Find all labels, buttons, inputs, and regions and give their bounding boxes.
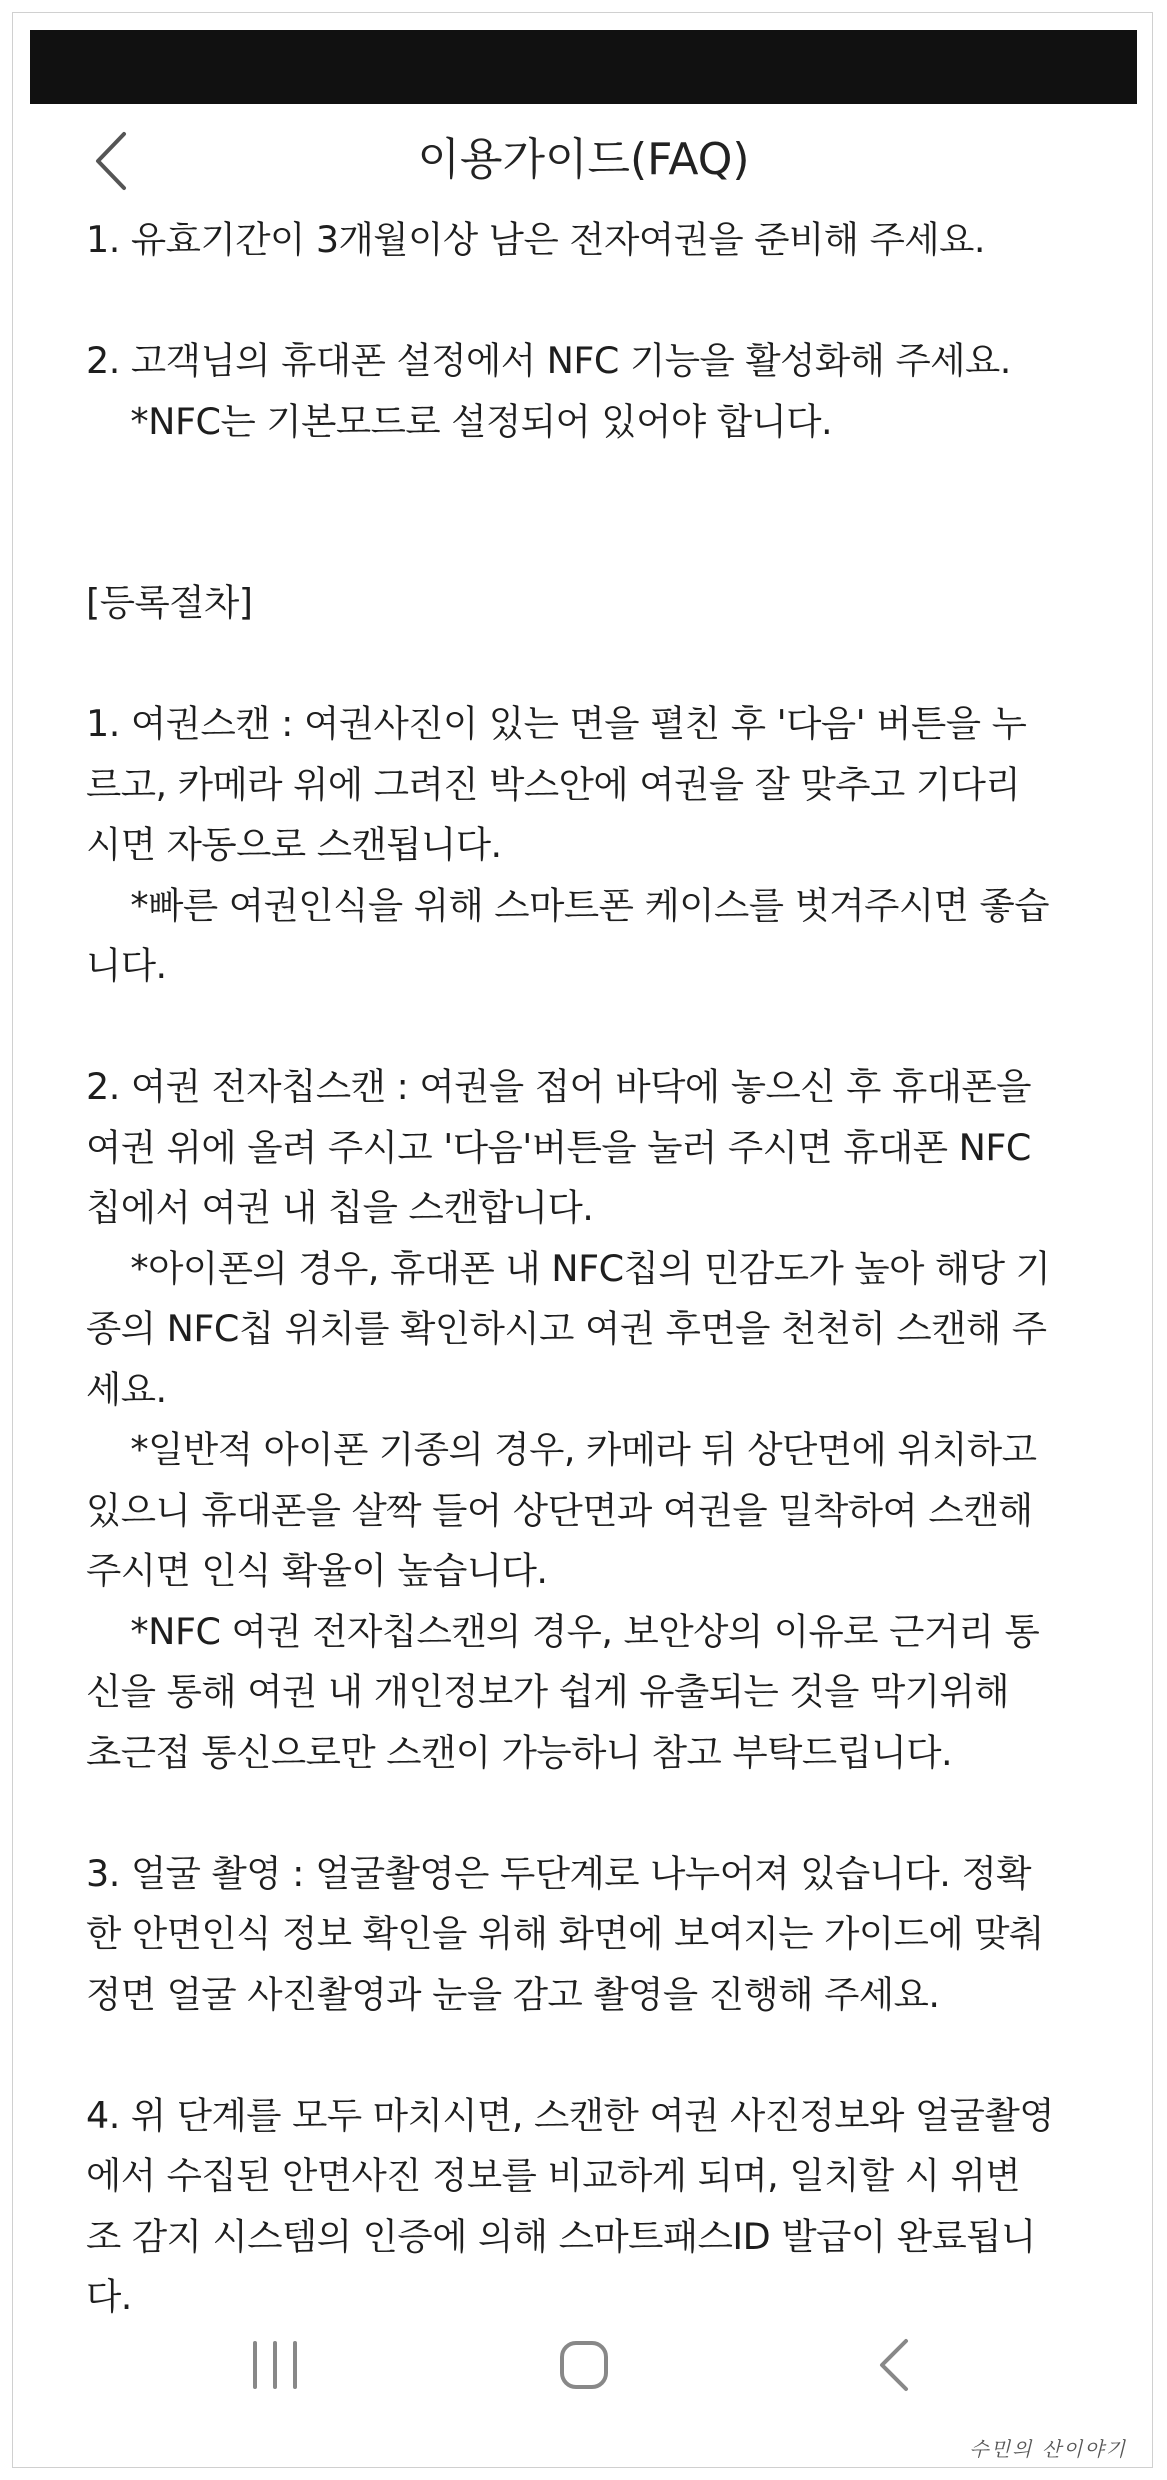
step-2-note-1-line-1: *아이폰의 경우, 휴대폰 내 NFC칩의 민감도가 높아 해당 기 [86,1246,1051,1290]
watermark: 수민의 산이야기 [969,2437,1127,2461]
step-2-note-2-line-3: 주시면 인식 확율이 높습니다. [86,1549,548,1592]
back-icon [856,2325,936,2405]
recents-icon [235,2325,315,2405]
step-2-note-3-line-3: 초근접 통신으로만 스캔이 가능하니 참고 부탁드립니다. [86,1730,953,1774]
spacer [86,271,1086,332]
step-1-line-3: 시면 자동으로 스캔됩니다. [86,823,502,866]
section-title: [등록절차] [86,581,253,624]
step-1-note-line-2: 니다. [86,944,167,987]
spacer [86,2025,1086,2086]
spacer [86,1783,1086,1844]
step-1-line-1: 1. 여권스캔 : 여권사진이 있는 면을 펼친 후 '다음' 버튼을 누 [86,702,1027,745]
step-2-note-3-line-2: 신을 통해 여권 내 개인정보가 쉽게 유출되는 것을 막기위해 [86,1670,1010,1713]
step-3-line-2: 한 안면인식 정보 확인을 위해 화면에 보여지는 가이드에 맞춰 [86,1912,1044,1955]
step-4-line-4: 다. [86,2275,132,2318]
step-1-line-2: 르고, 카메라 위에 그려진 박스안에 여권을 잘 맞추고 기다리 [86,762,1021,806]
system-nav-bar [30,2295,1137,2435]
step-3-line-1: 3. 얼굴 촬영 : 얼굴촬영은 두단계로 나누어져 있습니다. 정확 [86,1851,1031,1895]
step-2-note-2-line-1: *일반적 아이폰 기종의 경우, 카메라 뒤 상단면에 위치하고 [86,1428,1037,1471]
step-2-note-1-line-2: 종의 NFC칩 위치를 확인하시고 여권 후면을 천천히 스캔해 주 [86,1307,1047,1350]
intro-item-1: 1. 유효기간이 3개월이상 남은 전자여권을 준비해 주세요. [86,218,985,261]
step-2-note-3-line-1: *NFC 여권 전자칩스캔의 경우, 보안상의 이유로 근거리 통 [86,1609,1040,1653]
step-2-note-2-line-2: 있으니 휴대폰을 살짝 들어 상단면과 여권을 밀착하여 스캔해 [86,1488,1033,1532]
step-4-line-3: 조 감지 시스템의 인증에 의해 스마트패스ID 발급이 완료됩니 [86,2214,1036,2258]
step-2-line-1: 2. 여권 전자칩스캔 : 여권을 접어 바닥에 놓으신 후 휴대폰을 [86,1065,1031,1108]
status-bar [30,30,1137,104]
step-2-line-2: 여권 위에 올려 주시고 '다음'버튼을 눌러 주시면 휴대폰 NFC [86,1125,1031,1169]
step-2-note-1-line-3: 세요. [86,1367,167,1411]
step-4-line-2: 에서 수집된 안면사진 정보를 비교하게 되며, 일치할 시 위변 [86,2154,1021,2197]
system-back-button[interactable] [856,2325,936,2405]
spacer [86,997,1086,1058]
faq-content [86,210,1086,2318]
step-3-line-3: 정면 얼굴 사진촬영과 눈을 감고 촬영을 진행해 주세요. [86,1972,940,2016]
step-2-line-3: 칩에서 여권 내 칩을 스캔합니다. [86,1186,594,1229]
step-1-note-line-1: *빠른 여권인식을 위해 스마트폰 케이스를 벗겨주시면 좋습 [86,883,1050,927]
spacer [86,634,1086,695]
home-button[interactable] [544,2325,624,2405]
home-icon [544,2325,624,2405]
recents-button[interactable] [235,2325,315,2405]
app-header [30,104,1137,214]
step-4-line-1: 4. 위 단계를 모두 마치시면, 스캔한 여권 사진정보와 얼굴촬영 [86,2093,1054,2137]
spacer [86,452,1086,573]
page-title: 이용가이드(FAQ) [417,134,750,185]
intro-item-2-line-1: 2. 고객님의 휴대폰 설정에서 NFC 기능을 활성화해 주세요. [86,339,1011,382]
intro-item-2-line-2: *NFC는 기본모드로 설정되어 있어야 합니다. [86,399,833,443]
